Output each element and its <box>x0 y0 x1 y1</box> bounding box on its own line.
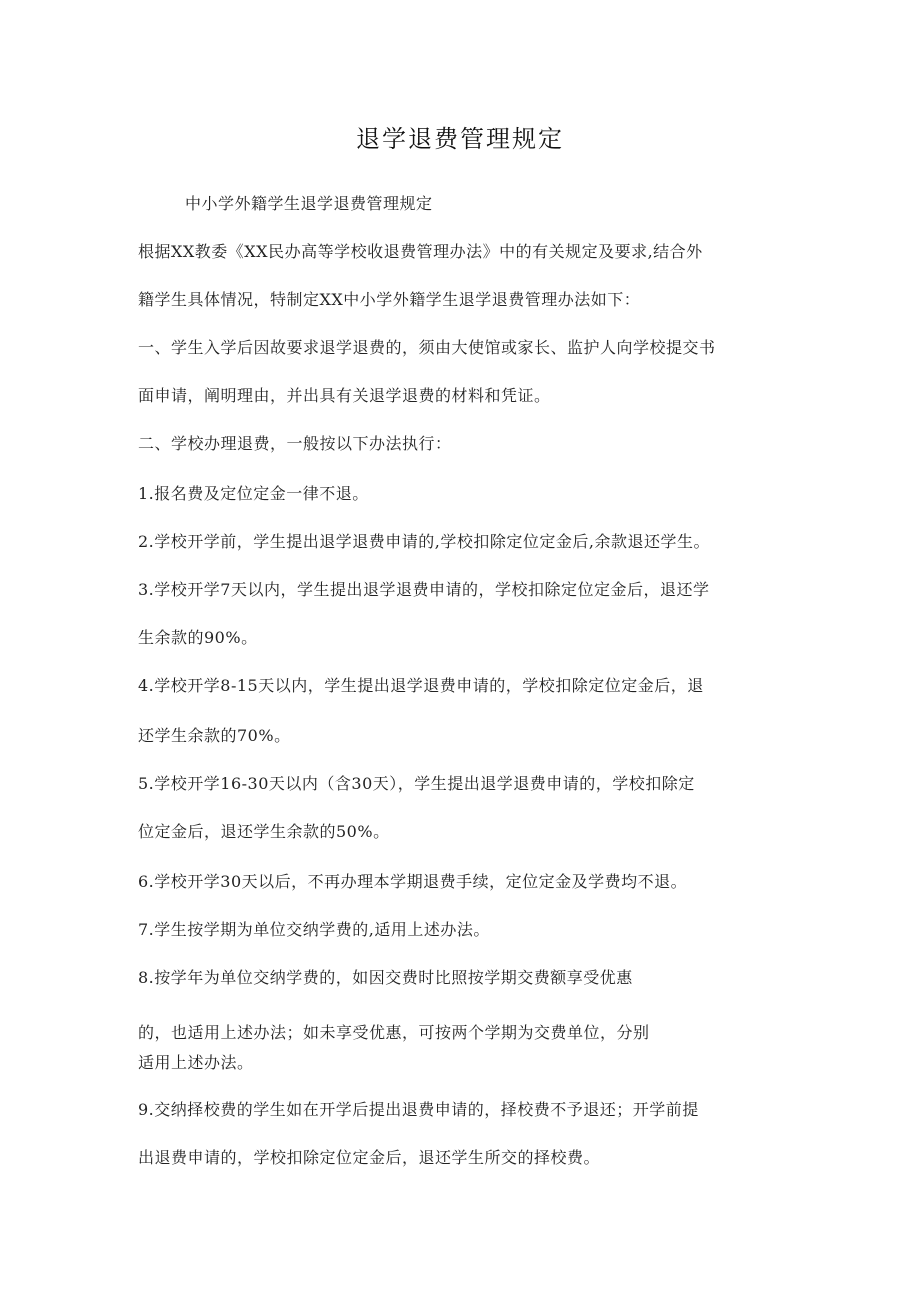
list-item: 2.学校开学前，学生提出退学退费申请的,学校扣除定位定金后,余款退还学生。 <box>138 532 710 551</box>
list-item: 1.报名费及定位定金一律不退。 <box>138 484 369 503</box>
list-item: 9.交纳择校费的学生如在开学后提出退费申请的，择校费不予退还；开学前提 <box>138 1100 699 1119</box>
list-item-continuation: 的，也适用上述办法；如未享受优惠，可按两个学期为交费单位，分别 <box>138 1023 650 1042</box>
list-item: 8.按学年为单位交纳学费的，如因交费时比照按学期交费额享受优惠 <box>138 968 633 987</box>
paragraph-line: 一、学生入学后因故要求退学退费的，须由大使馆或家长、监护人向学校提交书 <box>138 338 716 357</box>
list-item-continuation: 适用上述办法。 <box>138 1053 254 1072</box>
list-item-continuation: 还学生余款的70%。 <box>138 726 291 745</box>
document-title: 退学退费管理规定 <box>356 125 564 153</box>
list-item-continuation: 出退费申请的，学校扣除定位定金后，退还学生所交的择校费。 <box>138 1148 601 1167</box>
list-item: 5.学校开学16-30天以内（含30天），学生提出退学退费申请的，学校扣除定 <box>138 774 695 793</box>
paragraph-line: 根据XX教委《XX民办高等学校收退费管理办法》中的有关规定及要求,结合外 <box>138 242 703 261</box>
list-item: 3.学校开学7天以内，学生提出退学退费申请的，学校扣除定位定金后，退还学 <box>138 580 710 599</box>
list-item: 6.学校开学30天以后，不再办理本学期退费手续，定位定金及学费均不退。 <box>138 872 688 891</box>
paragraph-line: 籍学生具体情况，特制定XX中小学外籍学生退学退费管理办法如下： <box>138 290 641 309</box>
document-subtitle: 中小学外籍学生退学退费管理规定 <box>185 194 433 213</box>
paragraph-line: 二、学校办理退费，一般按以下办法执行： <box>138 434 452 453</box>
list-item: 7.学生按学期为单位交纳学费的,适用上述办法。 <box>138 920 490 939</box>
list-item: 4.学校开学8-15天以内，学生提出退学退费申请的，学校扣除定位定金后，退 <box>138 676 704 695</box>
paragraph-line: 面申请，阐明理由，并出具有关退学退费的材料和凭证。 <box>138 386 551 405</box>
list-item-continuation: 生余款的90%。 <box>138 628 258 647</box>
list-item-continuation: 位定金后，退还学生余款的50%。 <box>138 822 390 841</box>
